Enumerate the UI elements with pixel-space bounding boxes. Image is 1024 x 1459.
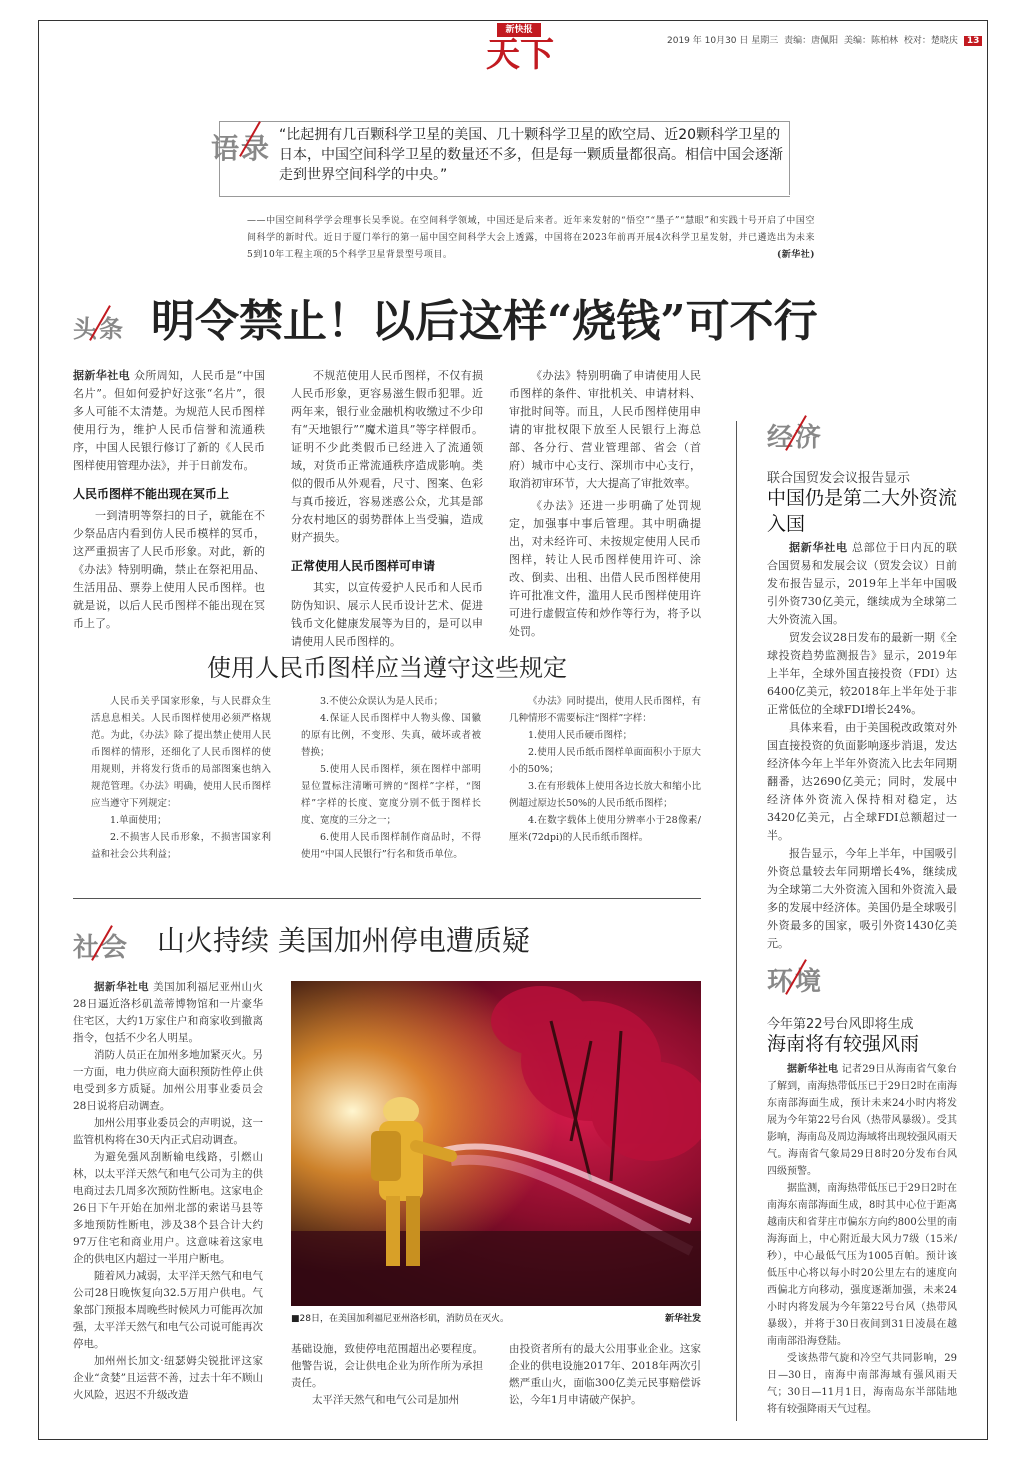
byline: 据新华社电 xyxy=(73,369,131,382)
editor: 责编：唐佩阳 xyxy=(784,36,839,46)
caption-text: ■28日，在美国加利福尼亚州洛杉矶，消防员在灭火。 xyxy=(291,1314,509,1324)
economy-body: 据新华社电 总部位于日内瓦的联合国贸易和发展会议（贸发会议）日前发布报告显示，2019年上半年中国吸引外资730亿美元，继续成为全球第二大外资流入国。 贸发会议28日发布的最新一期《全球投资趋势监测报告》显示，2019年上半年，全球外国直接投资（FDI）达6400亿美元，较2018年上半年处于非正常低位的全球FDI增长24%。 具体来看，由于美国税改政策对外国直接投资的负面影响逐步消退，发达经济体今年上半年外资流入比去年同期翻番，达2690亿美元；同时，发展中经济体外资流入保持相对稳定，达3420亿美元，占全球FDI总额超过一半。 报告显示，今年上半年，中国吸引外资总量较去年同期增长4%，继续成为全球第二大外资流入国和外资流入最多的发展中经济体。美国仍是全球吸引外资最多的国家，吸引外资1430亿美元。 xyxy=(767,541,957,950)
headline-col-2: 不规范使用人民币图样，不仅有损人民币形象，更容易滋生假币犯罪。近两年来，银行业金融机构收缴过不少印有“天地银行”“魔术道具”等字样假币。证明不少此类假币已经进入了流通领域，对货币正常流通秩序造成影响。类似的假币从外观看，尺寸、图案、色彩与真币接近，容易迷惑公众，尤其是部分农村地区的弱势群体上当受骗，造成财产损失。 正常使用人民币图样可申请 其实，以宣传爱护人民币和人民币防伪知识、展示人民币设计艺术、促进钱币文化健康发展等为目的，是可以申请使用人民币图样的。 xyxy=(291,369,483,648)
environment-title: 海南将有较强风雨 xyxy=(767,1033,920,1055)
headline-col-1: 据新华社电 众所周知，人民币是“中国名片”。但如何爱护好这张“名片”，很多人可能不太清楚。为规范人民币图样使用行为，维护人民币信誉和流通秩序，中国人民银行修订了新的《人民币图样使用管理办法》，并于日前发布。 人民币图样不能出现在冥币上 一到清明等祭扫的日子，就能在不少祭品店内看到仿人民币模样的冥币，这严重损害了人民币形象。对此，新的《办法》特别明确，禁止在祭祀用品、生活用品、票券上使用人民币图样。也就是说，以后人民币图样不能出现在冥币上了。 xyxy=(73,369,266,630)
page-number: 13 xyxy=(964,36,983,46)
section-title: 天下 xyxy=(486,35,554,75)
quote-text: “比起拥有几百颗科学卫星的美国、几十颗科学卫星的欧空局、近20颗科学卫星的日本，中国空间科学卫星的数量还不多，但是每一颗质量都很高。相信中国会逐渐走到世界空间科学的中央。” xyxy=(279,127,783,183)
economy-kicker: 联合国贸发会议报告显示 xyxy=(767,471,911,486)
proofreader: 校对：楚晓庆 xyxy=(903,36,958,46)
environment-byline: 据新华社电 xyxy=(787,1064,839,1075)
photo-illustration xyxy=(291,981,701,1306)
economy-tag: 经济 xyxy=(767,423,824,453)
dateline: 2019 年 10月30 日 星期三 xyxy=(667,36,779,46)
economy-title: 中国仍是第二大外资流入国 xyxy=(767,487,958,535)
section-divider xyxy=(73,898,701,899)
society-col-2: 基础设施，致使停电范围超出必要程度。他警告说，会让供电企业为所作所为承担责任。 太平洋天然气和电气公司是加州 xyxy=(291,1343,483,1406)
subhead-no-ghost-money: 人民币图样不能出现在冥币上 xyxy=(73,487,230,501)
rules-col-2: 3.不使公众误认为是人民币； 4.保证人民币图样中人物头像、国徽的原有比例，不变形、失真，破坏或者被替换； 5.使用人民币图样，须在图样中部明显位置标注清晰可辨的“图样”字样，“图样”字样的长度、宽度分别不低于图样长度、宽度的三分之一； 6.使用人民币图样制作商品时，不得使用“中国人民银行”行名和货币单位。 xyxy=(301,696,481,860)
society-title: 山火持续 美国加州停电遭质疑 xyxy=(157,924,530,957)
quote-box-right-border xyxy=(789,121,790,195)
environment-body: 据新华社电 记者29日从海南省气象台了解到，南海热带低压已于29日2时在南海东南部海面生成，预计未来24小时内将发展为今年第22号台风（热带风暴级）。受其影响，海南岛及周边海域将出现较强风雨天气。海南省气象局29日8时20分发布台风四级预警。 据监测，南海热带低压已于29日2时在南海东南部海面生成，8时其中心位于距离越南庆和省芽庄市偏东方向约800公里的南海海面上，中心附近最大风力7级（15米/秒），中心最低气压为1005百帕。预计该低压中心将以每小时20公里左右的速度向西偏北方向移动，强度逐渐加强，未来24小时内将发展为今年第22号台风（热带风暴级），并将于30日夜间到31日凌晨在越南南部沿海登陆。 受该热带气旋和冷空气共同影响，29日—30日，南海中南部海域有强风雨天气；30日—11月1日，海南岛东半部陆地将有较强降雨天气过程。 xyxy=(767,1064,957,1415)
dateline-bar xyxy=(667,33,982,46)
newspaper-page xyxy=(38,20,988,1440)
rules-col-3: 《办法》同时提出，使用人民币图样，有几种情形不需要标注“图样”字样： 1.使用人民币硬币图样； 2.使用人民币纸币图样单面面积小于原大小的50%； 3.在有形载体上使用各边长放大和缩小比例超过原边长50%的人民币纸币图样； 4.在数字载体上使用分辨率小于28像素/厘米(72dpi)的人民币纸币图样。 xyxy=(509,696,701,843)
headline-title: 明令禁止！以后这样“烧钱”可不行 xyxy=(151,296,818,347)
quote-source: (新华社) xyxy=(776,250,815,260)
photo-credit: 新华社发 xyxy=(664,1314,701,1324)
economy-byline: 据新华社电 xyxy=(789,541,848,554)
society-col-3: 由投资者所有的最大公用事业企业。这家企业的供电设施2017年、2018年两次引燃严重山火，面临300亿美元民事赔偿诉讼，今年1月申请破产保护。 xyxy=(509,1343,701,1406)
logo-text: 新快报 xyxy=(505,25,533,35)
quote-attribution: ——中国空间科学学会理事长吴季说。在空间科学领域，中国还是后来者。近年来发射的“悟空”“墨子”“慧眼”和实践十号开启了中国空间科学的新时代。近日于厦门举行的第一届中国空间科学大会上透露，中国将在2023年前再开展4次科学卫星发射，并已遴选出为未来5到10年工程主项的5个科学卫星背景型号项目。 (新华社) xyxy=(247,213,815,264)
headline-col-3: 《办法》特别明确了申请使用人民币图样的条件、审批机关、申请材料、审批时间等。而且，人民币图样使用申请的审批权限下放至人民银行上海总部、各分行、营业管理部、省会（首府）城市中心支行、深圳市中心支行，取消初审环节，大大提高了审批效率。 《办法》还进一步明确了处罚规定，加强事中事后管理。其中明确提出，对未经许可、未按规定使用人民币图样，转让人民币图样使用许可、涂改、倒卖、出租、出借人民币图样使用许可批准文件，滥用人民币图样使用许可进行虚假宣传和炒作等行为，将予以处罚。 xyxy=(509,369,701,638)
society-col-1: 据新华社电 美国加利福尼亚州山火28日逼近洛杉矶盖蒂博物馆和一片豪华住宅区，大约1万家住户和商家收到撤离指令，包括不少名人明星。 消防人员正在加州多地加紧灭火。另一方面，电力供应商大面积预防性停止供电受到多方质疑。加州公用事业委员会28日说将启动调查。 加州公用事业委员会的声明说，这一监管机构将在30天内正式启动调查。 为避免强风刮断输电线路，引燃山林，以太平洋天然气和电气公司为主的供电商过去几周多次预防性断电。这家电企26日下午开始在加州北部的索诺马县等多地预防性断电，涉及38个县合计大约97万住宅和商业用户。这意味着这家电企的供电区内超过一半用户断电。 随着风力减弱，太平洋天然气和电气公司28日晚恢复向32.5万用户供电。气象部门预报本周晚些时候风力可能再次加强，太平洋天然气和电气公司说可能再次停电。 加州州长加文·纽瑟姆尖锐批评这家企业“贪婪”且运营不善，过去十年不顾山火风险，迟迟不升级改造 xyxy=(73,981,264,1401)
subhead-apply-usage: 正常使用人民币图样可申请 xyxy=(291,559,436,573)
environment-kicker: 今年第22号台风即将生成 xyxy=(767,1017,914,1032)
quote-tag: 语录 xyxy=(211,132,272,165)
photo-caption xyxy=(291,1311,701,1324)
society-byline: 据新华社电 xyxy=(94,981,150,993)
environment-tag: 环境 xyxy=(767,967,824,997)
rules-col-1: 人民币关乎国家形象，与人民群众生活息息相关。人民币图样使用必须严格规范。为此，《办法》除了提出禁止使用人民币图样的情形，还细化了人民币图样的使用规则，并将发行货币的局部图案也纳入规范管理。《办法》明确，使用人民币图样应当遵守下列规定： 1.单面使用； 2.不损害人民币形象，不损害国家利益和社会公共利益； xyxy=(91,696,271,860)
society-tag: 社会 xyxy=(73,933,130,963)
right-column-rule xyxy=(736,421,737,1421)
wildfire-photo xyxy=(291,981,701,1306)
headline-tag: 头条 xyxy=(73,314,125,343)
rules-title: 使用人民币图样应当遵守这些规定 xyxy=(207,654,567,682)
designer: 美编：陈柏林 xyxy=(844,36,899,46)
